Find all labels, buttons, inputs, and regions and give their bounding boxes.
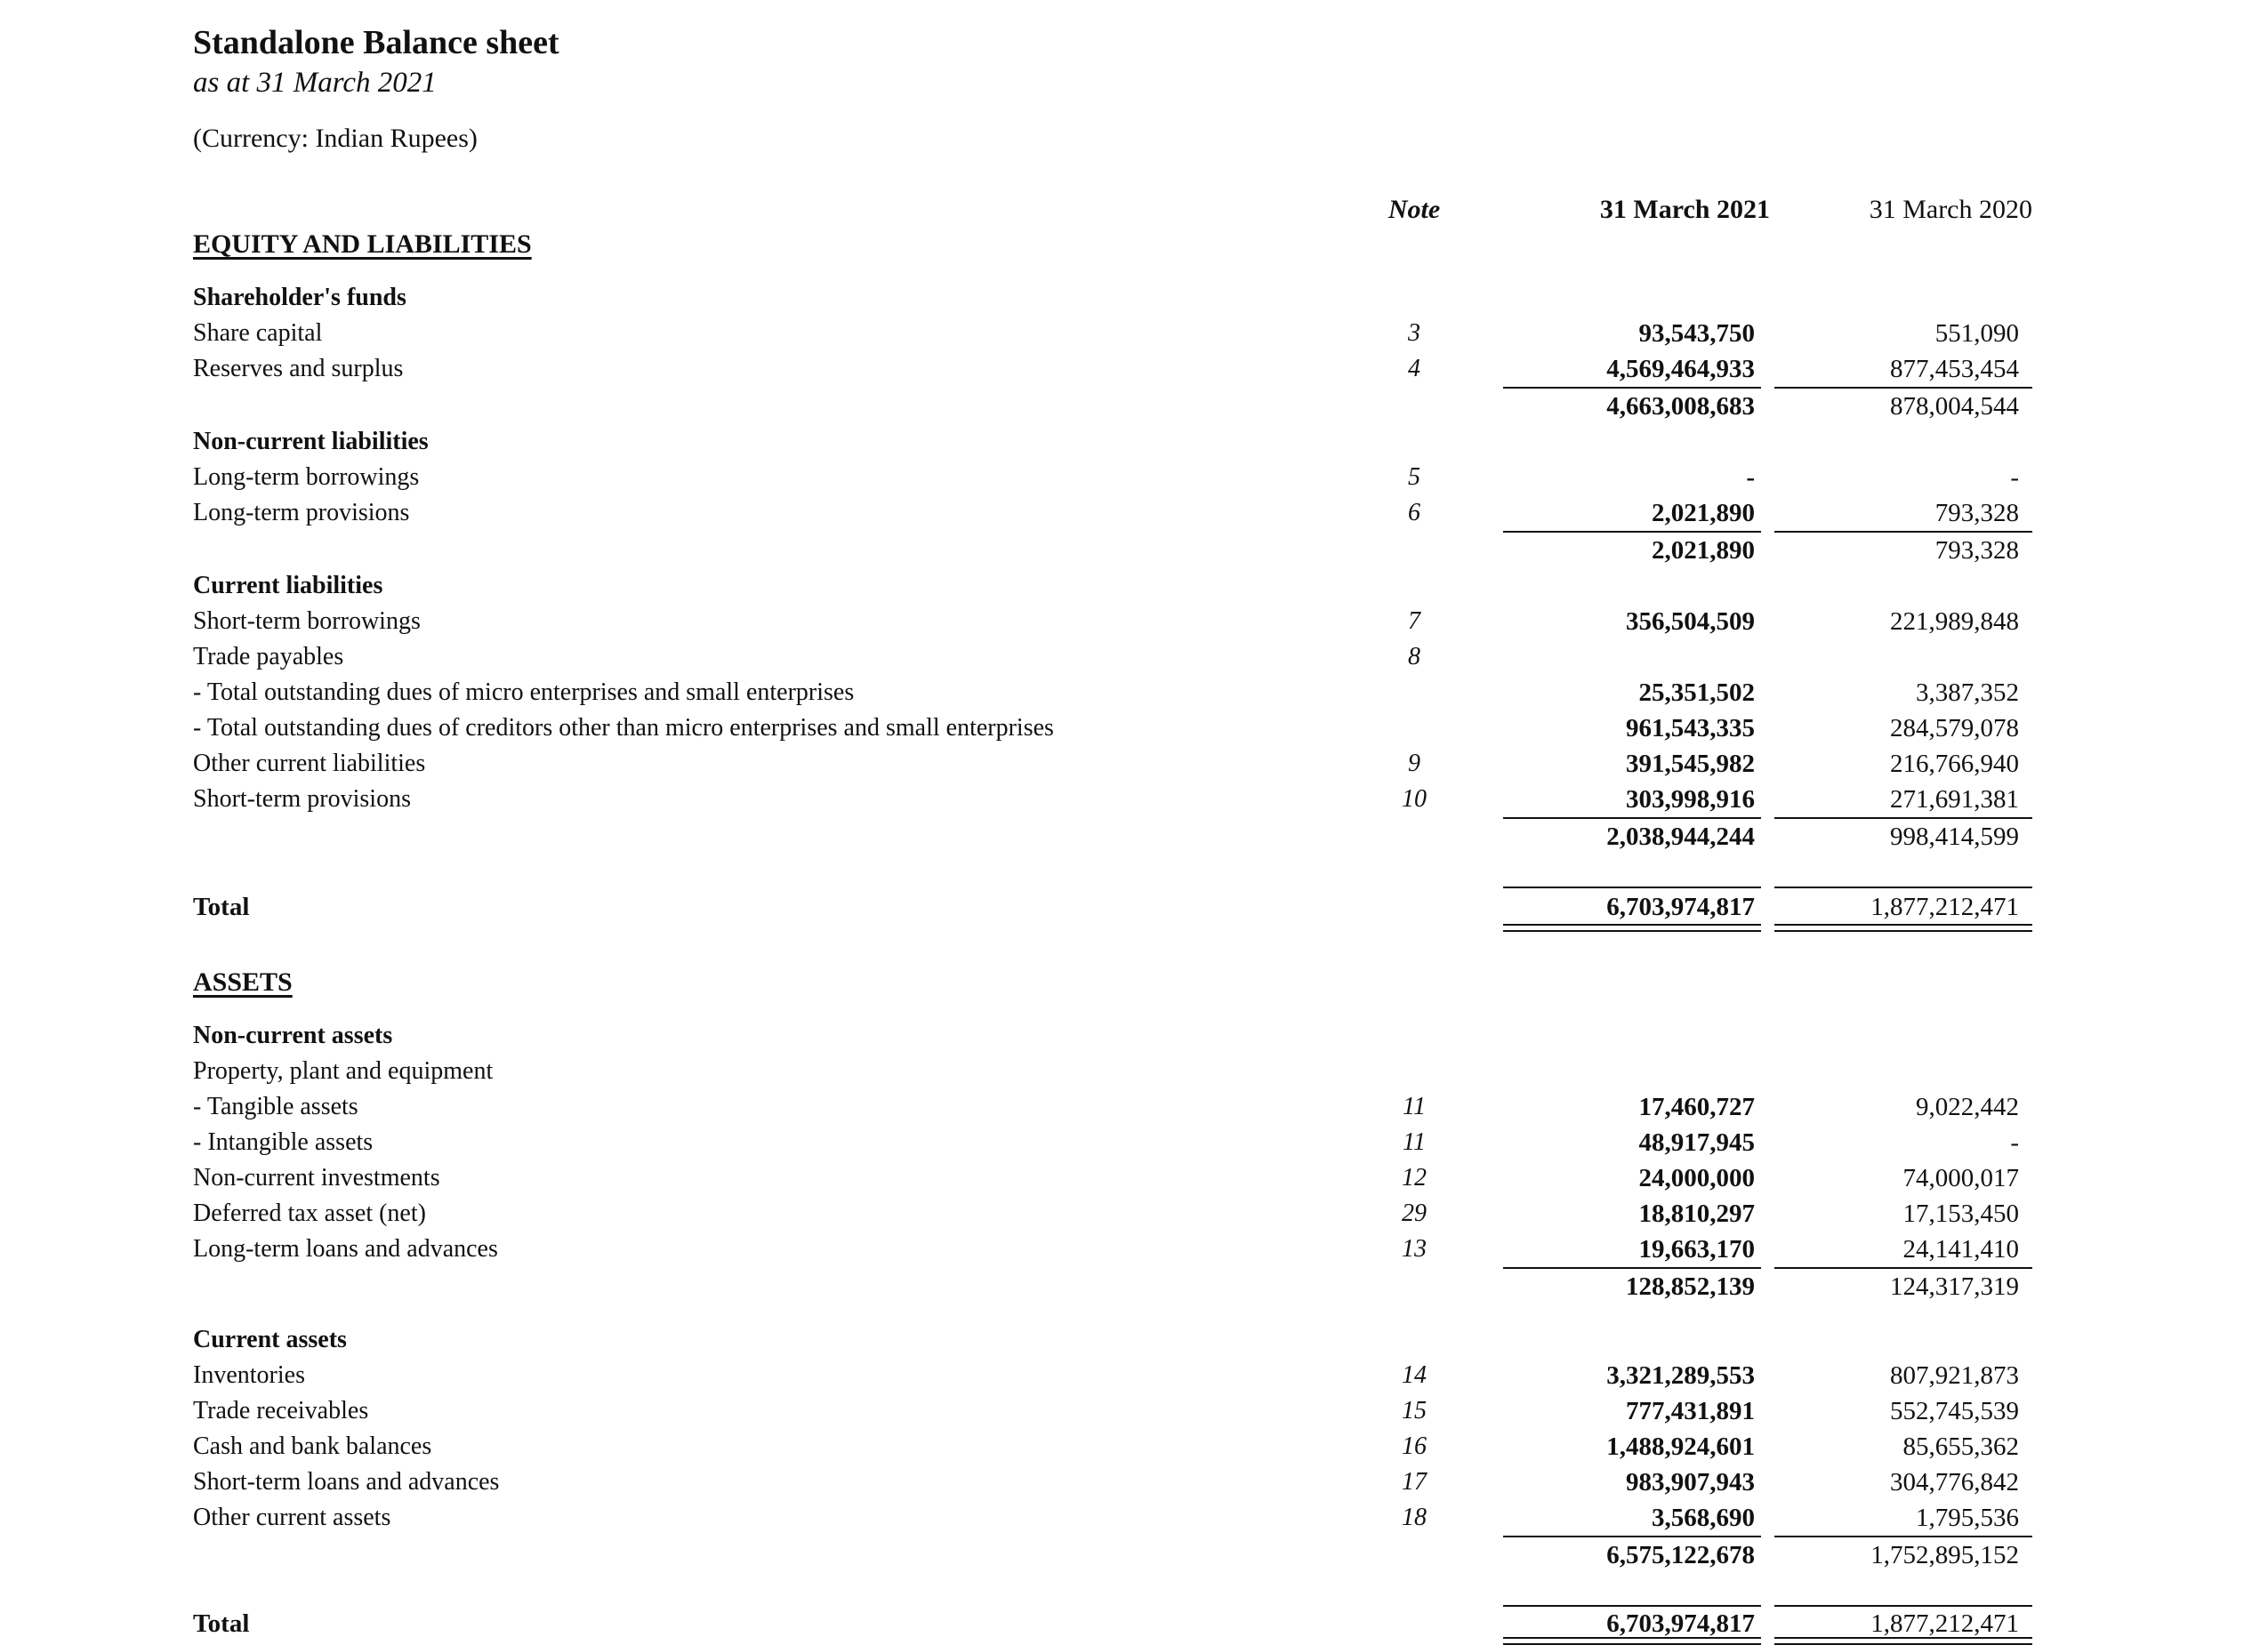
subtotal-current: 4,663,008,683 bbox=[1606, 392, 1755, 421]
row-note: 9 bbox=[1408, 750, 1420, 777]
row-value-previous: 271,691,381 bbox=[1890, 785, 2019, 814]
row-value-previous: 3,387,352 bbox=[1916, 678, 2019, 707]
row-note: 5 bbox=[1408, 463, 1420, 491]
total-rule bbox=[1774, 887, 2032, 888]
row-note: 11 bbox=[1403, 1128, 1426, 1156]
group-heading-shareholders-funds: Shareholder's funds bbox=[193, 284, 406, 311]
row-label: Other current liabilities bbox=[193, 750, 426, 777]
row-label: - Total outstanding dues of creditors other than micro enterprises and small enterprises bbox=[193, 714, 1054, 742]
row-value-current: 777,431,891 bbox=[1626, 1397, 1755, 1425]
subtotal-current: 128,852,139 bbox=[1626, 1272, 1755, 1301]
row-value-current: 18,810,297 bbox=[1638, 1200, 1755, 1228]
subtotal-row bbox=[0, 1269, 2268, 1304]
row-label: Short-term loans and advances bbox=[193, 1468, 500, 1496]
subtotal-row bbox=[0, 389, 2268, 424]
group-heading-noncurrent-assets: Non-current assets bbox=[193, 1022, 393, 1049]
row-value-previous: - bbox=[2010, 463, 2019, 492]
table-row bbox=[0, 316, 2268, 351]
total-previous: 1,877,212,471 bbox=[1870, 893, 2019, 921]
subtotal-row bbox=[0, 533, 2268, 568]
table-row bbox=[0, 1358, 2268, 1393]
table-row bbox=[0, 710, 2268, 746]
row-note: 16 bbox=[1402, 1432, 1427, 1460]
row-value-current: 19,663,170 bbox=[1638, 1235, 1755, 1264]
table-row bbox=[0, 639, 2268, 675]
table-row bbox=[0, 1196, 2268, 1232]
row-value-previous: 793,328 bbox=[1934, 499, 2019, 527]
row-note: 18 bbox=[1402, 1504, 1427, 1531]
table-row bbox=[0, 1089, 2268, 1125]
row-value-previous: 9,022,442 bbox=[1916, 1093, 2019, 1121]
row-value-current: 2,021,890 bbox=[1652, 499, 1755, 527]
total-double-rule bbox=[1774, 924, 2032, 932]
row-label: Trade receivables bbox=[193, 1397, 369, 1424]
row-value-previous: 17,153,450 bbox=[1902, 1200, 2019, 1228]
row-value-previous: 85,655,362 bbox=[1902, 1432, 2019, 1461]
total-rule bbox=[1503, 887, 1761, 888]
row-label: Reserves and surplus bbox=[193, 355, 404, 382]
row-note: 13 bbox=[1402, 1235, 1427, 1263]
subtotal-row bbox=[0, 1537, 2268, 1573]
row-label: Long-term loans and advances bbox=[193, 1235, 498, 1263]
row-label: Property, plant and equipment bbox=[193, 1057, 494, 1085]
row-value-current: 48,917,945 bbox=[1638, 1128, 1755, 1157]
row-value-current: 3,321,289,553 bbox=[1606, 1361, 1755, 1390]
row-label: - Intangible assets bbox=[193, 1128, 374, 1156]
row-value-current: 391,545,982 bbox=[1626, 750, 1755, 778]
subtotal-current: 6,575,122,678 bbox=[1606, 1541, 1755, 1569]
total-label: Total bbox=[193, 893, 250, 921]
table-row bbox=[0, 351, 2268, 387]
table-row bbox=[0, 604, 2268, 639]
page-title: Standalone Balance sheet bbox=[193, 24, 559, 61]
total-current: 6,703,974,817 bbox=[1606, 893, 1755, 921]
subtotal-previous: 124,317,319 bbox=[1890, 1272, 2019, 1301]
row-value-previous: 551,090 bbox=[1934, 319, 2019, 348]
row-value-current: 983,907,943 bbox=[1626, 1468, 1755, 1497]
table-row bbox=[0, 1054, 2268, 1089]
row-note: 8 bbox=[1408, 643, 1420, 670]
row-note: 17 bbox=[1402, 1468, 1427, 1496]
row-note: 15 bbox=[1402, 1397, 1427, 1424]
row-label: Short-term borrowings bbox=[193, 607, 421, 635]
row-value-current: 4,569,464,933 bbox=[1606, 355, 1755, 383]
total-double-rule bbox=[1774, 1637, 2032, 1645]
table-row bbox=[0, 782, 2268, 817]
table-row bbox=[0, 460, 2268, 495]
column-header-current-year: 31 March 2021 bbox=[1599, 195, 1770, 224]
row-value-previous: 552,745,539 bbox=[1890, 1397, 2019, 1425]
row-label: Inventories bbox=[193, 1361, 305, 1389]
table-row bbox=[0, 1429, 2268, 1464]
row-value-current: 3,568,690 bbox=[1652, 1504, 1755, 1532]
group-heading-current-assets: Current assets bbox=[193, 1326, 347, 1353]
group-heading-noncurrent-liabilities: Non-current liabilities bbox=[193, 428, 429, 455]
row-label: Deferred tax asset (net) bbox=[193, 1200, 426, 1227]
total-previous: 1,877,212,471 bbox=[1870, 1609, 2019, 1638]
subtotal-previous: 878,004,544 bbox=[1890, 392, 2019, 421]
row-note: 14 bbox=[1402, 1361, 1427, 1389]
table-row bbox=[0, 1393, 2268, 1429]
row-label: - Total outstanding dues of micro enterprises and small enterprises bbox=[193, 678, 855, 706]
row-value-previous: 221,989,848 bbox=[1890, 607, 2019, 636]
row-value-current: 961,543,335 bbox=[1626, 714, 1755, 742]
table-row bbox=[0, 1232, 2268, 1267]
row-value-previous: 284,579,078 bbox=[1890, 714, 2019, 742]
total-label: Total bbox=[193, 1609, 250, 1638]
table-row bbox=[0, 1125, 2268, 1160]
row-value-current: 303,998,916 bbox=[1626, 785, 1755, 814]
table-row bbox=[0, 1464, 2268, 1500]
row-value-current: 93,543,750 bbox=[1638, 319, 1755, 348]
row-note: 7 bbox=[1408, 607, 1420, 635]
table-row bbox=[0, 675, 2268, 710]
row-value-current: 25,351,502 bbox=[1638, 678, 1755, 707]
row-value-previous: 807,921,873 bbox=[1890, 1361, 2019, 1390]
subtotal-current: 2,038,944,244 bbox=[1606, 822, 1755, 851]
row-note: 11 bbox=[1403, 1093, 1426, 1120]
total-double-rule bbox=[1503, 924, 1761, 932]
row-value-current: - bbox=[1746, 463, 1755, 492]
total-double-rule bbox=[1503, 1637, 1761, 1645]
row-value-current: 17,460,727 bbox=[1638, 1093, 1755, 1121]
subtotal-previous: 1,752,895,152 bbox=[1870, 1541, 2019, 1569]
total-current: 6,703,974,817 bbox=[1606, 1609, 1755, 1638]
row-label: Non-current investments bbox=[193, 1164, 440, 1192]
row-value-current: 1,488,924,601 bbox=[1606, 1432, 1755, 1461]
subtotal-row bbox=[0, 819, 2268, 855]
row-note: 12 bbox=[1402, 1164, 1427, 1192]
row-note: 10 bbox=[1402, 785, 1427, 813]
table-row bbox=[0, 1160, 2268, 1196]
row-label: Cash and bank balances bbox=[193, 1432, 432, 1460]
page-subtitle: as at 31 March 2021 bbox=[193, 67, 437, 99]
row-label: Long-term borrowings bbox=[193, 463, 420, 491]
row-value-current: 24,000,000 bbox=[1638, 1164, 1755, 1192]
table-row bbox=[0, 495, 2268, 531]
column-header-note: Note bbox=[1387, 195, 1441, 224]
row-label: Share capital bbox=[193, 319, 323, 347]
row-value-previous: 216,766,940 bbox=[1890, 750, 2019, 778]
table-row bbox=[0, 746, 2268, 782]
subtotal-previous: 998,414,599 bbox=[1890, 822, 2019, 851]
column-header-previous-year: 31 March 2020 bbox=[1869, 195, 2032, 224]
row-label: Long-term provisions bbox=[193, 499, 410, 526]
row-label: Trade payables bbox=[193, 643, 344, 670]
row-value-previous: 1,795,536 bbox=[1916, 1504, 2019, 1532]
group-heading-current-liabilities: Current liabilities bbox=[193, 572, 383, 599]
total-row bbox=[0, 889, 2268, 925]
row-value-previous: 24,141,410 bbox=[1902, 1235, 2019, 1264]
row-note: 6 bbox=[1408, 499, 1420, 526]
row-value-current: 356,504,509 bbox=[1626, 607, 1755, 636]
row-note: 3 bbox=[1408, 319, 1420, 347]
row-label: Other current assets bbox=[193, 1504, 391, 1531]
subtotal-previous: 793,328 bbox=[1934, 536, 2019, 565]
row-label: - Tangible assets bbox=[193, 1093, 358, 1120]
row-note: 29 bbox=[1402, 1200, 1427, 1227]
row-note: 4 bbox=[1408, 355, 1420, 382]
section-heading-assets: ASSETS bbox=[193, 967, 293, 997]
row-value-previous: 877,453,454 bbox=[1890, 355, 2019, 383]
subtotal-current: 2,021,890 bbox=[1652, 536, 1755, 565]
currency-note: (Currency: Indian Rupees) bbox=[193, 124, 478, 153]
total-row bbox=[0, 1606, 2268, 1641]
section-heading-equity-liabilities: EQUITY AND LIABILITIES bbox=[193, 229, 532, 259]
row-value-previous: 304,776,842 bbox=[1890, 1468, 2019, 1497]
row-value-previous: - bbox=[2010, 1128, 2019, 1157]
row-label: Short-term provisions bbox=[193, 785, 411, 813]
table-row bbox=[0, 1500, 2268, 1536]
row-value-previous: 74,000,017 bbox=[1902, 1164, 2019, 1192]
